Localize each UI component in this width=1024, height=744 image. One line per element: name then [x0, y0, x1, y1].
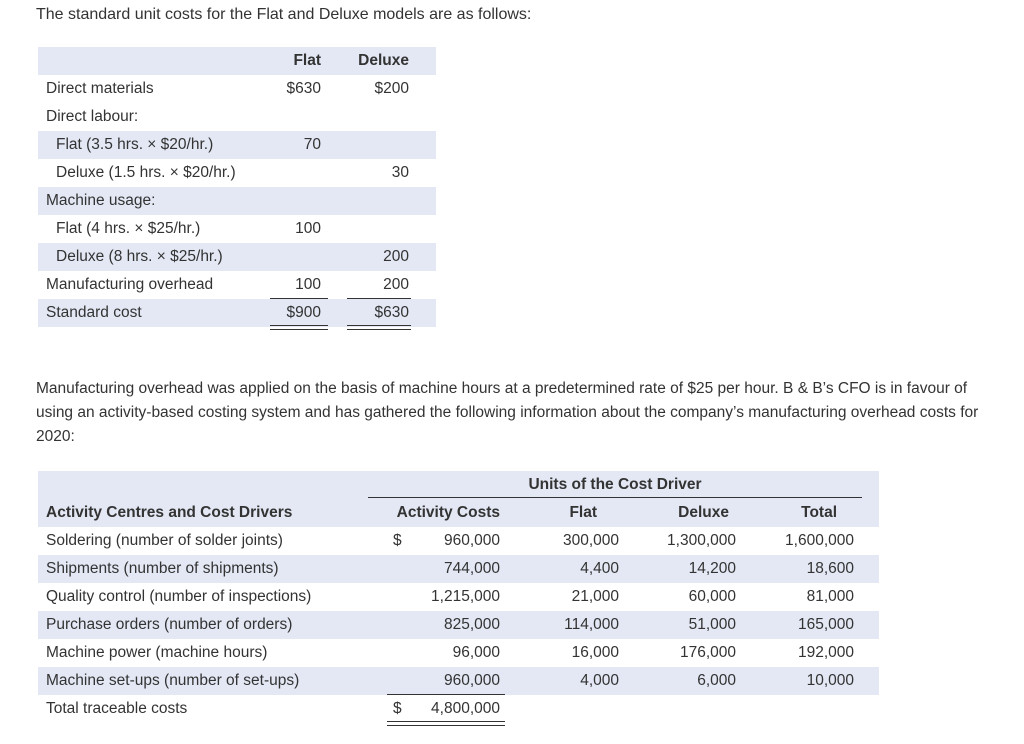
total-double-underline [270, 325, 328, 330]
table-row [38, 299, 436, 327]
total-units: 1,600,000 [785, 532, 854, 549]
row-label: Direct materials [46, 80, 154, 97]
table-row [38, 639, 879, 667]
total-double-underline [387, 721, 505, 726]
table-header-row [38, 499, 879, 527]
deluxe-value: 200 [383, 276, 409, 293]
row-label: Shipments (number of shipments) [46, 560, 279, 577]
flat-value: 100 [295, 276, 321, 293]
deluxe-value: $200 [374, 80, 409, 97]
activity-cost: 1,215,000 [431, 588, 500, 605]
table-header-row [38, 47, 436, 75]
deluxe-units: 14,200 [688, 560, 736, 577]
total-units: 165,000 [797, 616, 854, 633]
activity-cost: 96,000 [452, 644, 500, 661]
row-label: Total traceable costs [46, 700, 188, 717]
table-row [38, 271, 436, 299]
row-label: Direct labour: [46, 108, 139, 125]
row-label: Purchase orders (number of orders) [46, 616, 293, 633]
flat-units: 21,000 [571, 588, 619, 605]
super-header-row [38, 471, 879, 499]
table-row [38, 131, 436, 159]
header-flat: Flat [293, 52, 321, 69]
deluxe-value: 200 [383, 248, 409, 265]
flat-units: 114,000 [564, 616, 619, 633]
row-label: Quality control (number of inspections) [46, 588, 312, 605]
header-rule [368, 497, 862, 498]
flat-units: 4,000 [580, 672, 619, 689]
dollar-sign: $ [393, 532, 402, 549]
header-flat: Flat [569, 504, 597, 521]
row-label: Soldering (number of solder joints) [46, 532, 283, 549]
activity-cost-table [38, 471, 879, 723]
activity-cost: 744,000 [443, 560, 500, 577]
activity-cost: 960,000 [443, 672, 500, 689]
total-units: 10,000 [806, 672, 854, 689]
table-row [38, 667, 879, 695]
table-row [38, 103, 436, 131]
row-label: Flat (3.5 hrs. × $20/hr.) [56, 136, 214, 153]
total-units: 81,000 [806, 588, 854, 605]
header-deluxe: Deluxe [678, 504, 729, 521]
flat-value: $630 [286, 80, 321, 97]
standard-cost-table [38, 47, 436, 327]
activity-cost: 960,000 [443, 532, 500, 549]
flat-value: $900 [286, 304, 321, 321]
table-row [38, 611, 879, 639]
row-label: Machine usage: [46, 192, 156, 209]
activity-cost: 4,800,000 [431, 700, 500, 717]
row-label: Machine set-ups (number of set-ups) [46, 672, 300, 689]
table-row [38, 695, 879, 723]
row-label: Flat (4 hrs. × $25/hr.) [56, 220, 201, 237]
flat-units: 16,000 [571, 644, 619, 661]
table-row [38, 159, 436, 187]
dollar-sign: $ [393, 700, 402, 717]
overhead-paragraph: Manufacturing overhead was applied on the basis of machine hours at a predetermined rate of $25 per hour. B & B’s CFO is in favour of using an activity-based costing system and has gathered the following information about the company’s manufacturing overhead costs for 2020: [36, 380, 979, 445]
row-label: Deluxe (1.5 hrs. × $20/hr.) [56, 164, 236, 181]
flat-value: 100 [295, 220, 321, 237]
table-row [38, 215, 436, 243]
intro-text: The standard unit costs for the Flat and Deluxe models are as follows: [36, 6, 532, 23]
header-total: Total [801, 504, 837, 521]
total-units: 18,600 [806, 560, 854, 577]
header-activity: Activity Centres and Cost Drivers [46, 504, 293, 521]
deluxe-value: $630 [374, 304, 409, 321]
total-units: 192,000 [797, 644, 854, 661]
deluxe-units: 6,000 [697, 672, 736, 689]
table-row [38, 75, 436, 103]
deluxe-units: 1,300,000 [667, 532, 736, 549]
super-header-units: Units of the Cost Driver [528, 476, 702, 493]
row-label: Standard cost [46, 304, 142, 321]
header-deluxe: Deluxe [358, 52, 409, 69]
table-row [38, 583, 879, 611]
deluxe-units: 51,000 [688, 616, 736, 633]
row-label: Machine power (machine hours) [46, 644, 268, 661]
deluxe-value: 30 [391, 164, 409, 181]
activity-cost: 825,000 [443, 616, 500, 633]
deluxe-units: 176,000 [679, 644, 736, 661]
header-activity-costs: Activity Costs [396, 504, 500, 521]
flat-units: 4,400 [580, 560, 619, 577]
deluxe-units: 60,000 [688, 588, 736, 605]
flat-units: 300,000 [562, 532, 619, 549]
flat-value: 70 [303, 136, 321, 153]
row-label: Deluxe (8 hrs. × $25/hr.) [56, 248, 223, 265]
table-row [38, 555, 879, 583]
table-row [38, 187, 436, 215]
table-row [38, 243, 436, 271]
table-row [38, 527, 879, 555]
total-double-underline [347, 325, 411, 330]
row-label: Manufacturing overhead [46, 276, 214, 293]
